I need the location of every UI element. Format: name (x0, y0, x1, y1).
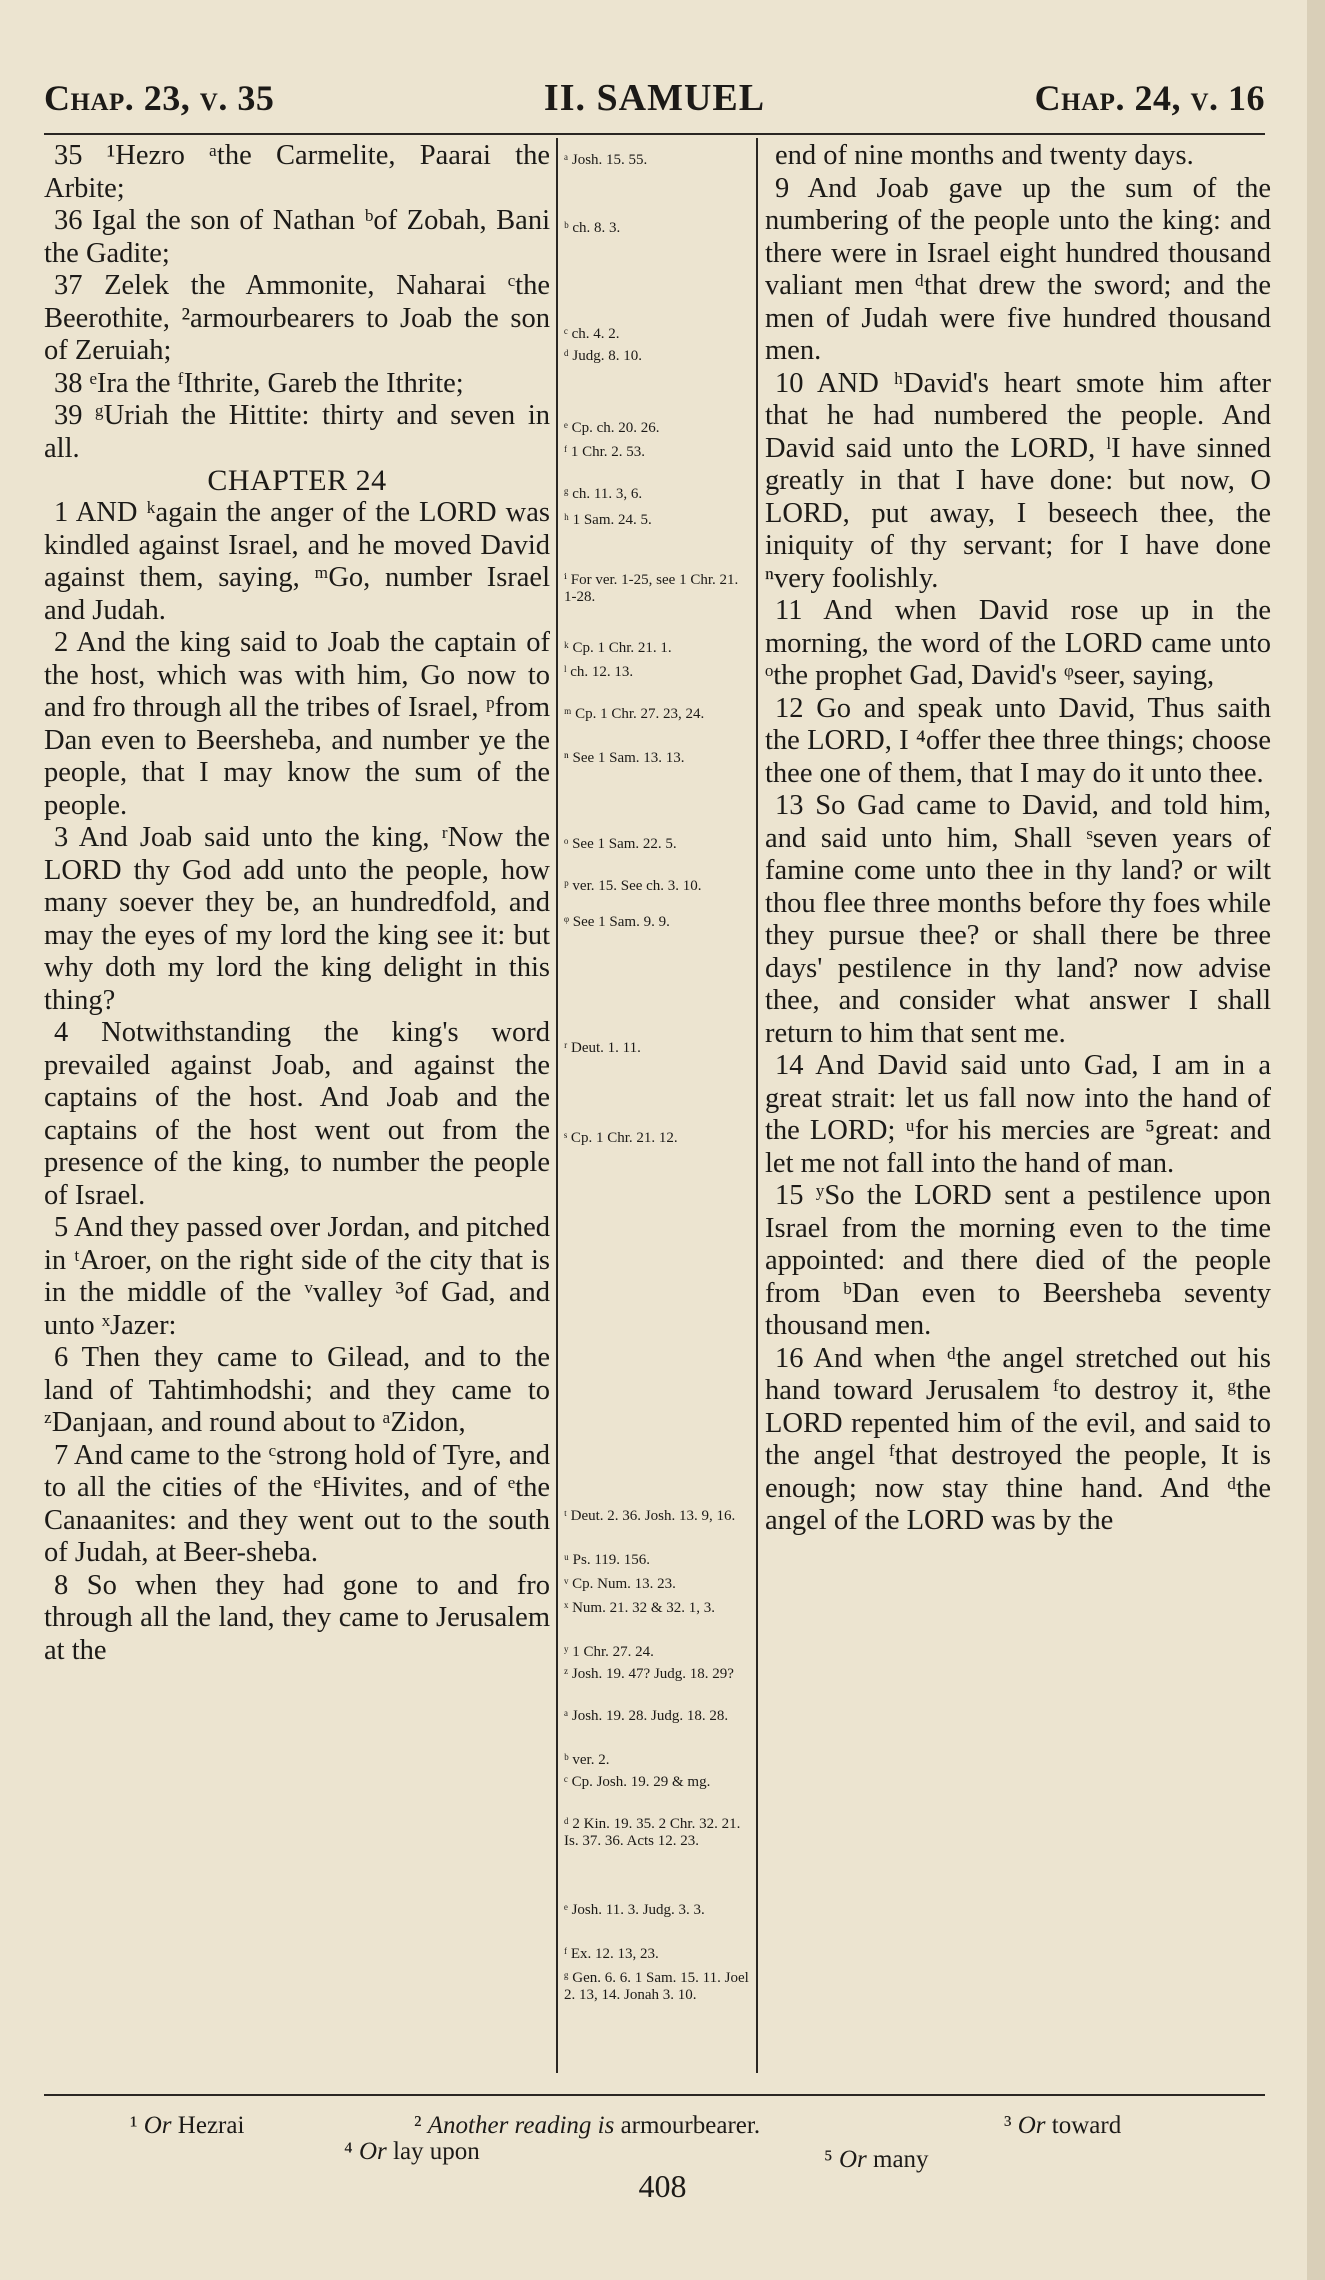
margin-note: ᶜ ch. 4. 2. (564, 326, 620, 342)
footnote-2 (414, 2112, 760, 2140)
verse: 38 ᵉIra the ᶠIthrite, Gareb the Ithrite; (54, 367, 464, 399)
book-title: II. SAMUEL (543, 77, 766, 119)
footnote-marker: ⁴ (344, 2138, 353, 2165)
footnote-4 (344, 2138, 480, 2166)
margin-note: ᵍ ch. 11. 3, 6. (564, 486, 643, 502)
footnote-or: Or (1017, 2112, 1046, 2139)
margin-note: ʳ Deut. 1. 11. (564, 1040, 641, 1056)
verse: 2 And the king said to Joab the captain of the host, which was with him, Go now to and fro through all the tribes of Israel, ᵖfrom Dan even to Beersheba, and number ye the people, that I may know the sum of the people. (44, 627, 550, 821)
margin-note: ᶠ Ex. 12. 13, 23. (564, 1946, 659, 1962)
margin-note: ᵈ Judg. 8. 10. (564, 348, 643, 364)
verse: 1 AND ᵏagain the anger of the LORD was kindled against Israel, and he moved David against them, saying, ᵐGo, number Israel and Judah. (44, 497, 550, 626)
footnote-marker: ⁵ (824, 2146, 833, 2173)
margin-references (564, 140, 752, 2065)
margin-note: ⁱ For ver. 1-25, see 1 Chr. 21. 1-28. (564, 572, 739, 605)
footnote-marker: ¹ (130, 2112, 138, 2139)
footnote-or: Or (358, 2138, 387, 2165)
margin-note: ʸ 1 Chr. 27. 24. (564, 1644, 654, 1660)
verse: 9 And Joab gave up the sum of the numbering of the people unto the king: and there were in Israel eight hundred thousand valiant men ᵈthat drew the sword; and the men of Judah were five hundred thousand men. (765, 172, 1271, 366)
footnotes (44, 2112, 1265, 2172)
page-edge (1307, 0, 1325, 2280)
margin-note: ᵉ Cp. ch. 20. 26. (564, 420, 660, 436)
verse: 39 ᵍUriah the Hittite: thirty and seven in all. (44, 400, 550, 464)
footnote-marker: ³ (1004, 2112, 1012, 2139)
verse: 8 So when they had gone to and fro through all the land, they came to Jerusalem at the (44, 1569, 550, 1666)
margin-note: ᵈ 2 Kin. 19. 35. 2 Chr. 32. 21. Is. 37. 36. Acts 12. 23. (564, 1816, 741, 1849)
footnote-3 (1004, 2112, 1121, 2140)
margin-note: ᶠ 1 Chr. 2. 53. (564, 444, 646, 460)
footnote-rule (44, 2094, 1265, 2096)
margin-note: ᶜ Cp. Josh. 19. 29 & mg. (564, 1774, 711, 1790)
verse: 16 And when ᵈthe angel stretched out his hand toward Jerusalem ᶠto destroy it, ᵍthe LORD repented him of the evil, and said to the angel ᶠthat destroyed the people, It is enough; now stay thine hand. And ᵈthe angel of the LORD was by the (765, 1342, 1271, 1536)
margin-note: ᵃ Josh. 19. 28. Judg. 18. 28. (564, 1708, 729, 1724)
margin-note: ᵇ ver. 2. (564, 1752, 610, 1768)
verse: 37 Zelek the Ammonite, Naharai ᶜthe Beerothite, ²armourbearers to Joab the son of Zeruiah; (44, 270, 550, 366)
margin-note: ᵍ Gen. 6. 6. 1 Sam. 15. 11. Joel 2. 13, 14. Jonah 3. 10. (564, 1970, 749, 2003)
margin-note: ˣ Num. 21. 32 & 32. 1, 3. (564, 1600, 716, 1616)
verse: 36 Igal the son of Nathan ᵇof Zobah, Bani the Gadite; (44, 205, 550, 269)
verse: 10 AND ʰDavid's heart smote him after that he had numbered the people. And David said unto the LORD, ˡI have sinned greatly in that I have done: but now, O LORD, put away, I beseech thee, the iniquity of thy servant; for I have done ⁿvery foolishly. (765, 367, 1271, 594)
margin-note: ᵉ Josh. 11. 3. Judg. 3. 3. (564, 1902, 705, 1918)
verse: 13 So Gad came to David, and told him, and said unto him, Shall ˢseven years of famine come unto thee in thy land? or wilt thou flee three months before thy foes while they pursue thee? or shall there be three days' pestilence in thy land? now advise thee, and consider what answer I shall return to him that sent me. (765, 790, 1271, 1049)
header-left: Chap. 23, v. 35 (44, 78, 275, 118)
margin-note: ʰ 1 Sam. 24. 5. (564, 512, 652, 528)
footnote-or: Or (838, 2146, 867, 2173)
footnote-text: lay upon (393, 2138, 480, 2165)
margin-note: ᶻ Josh. 19. 47? Judg. 18. 29? (564, 1666, 734, 1682)
right-text-column (765, 140, 1271, 2065)
footnote-italic: Another reading is (427, 2112, 615, 2139)
verse: 3 And Joab said unto the king, ʳNow the LORD thy God add unto the people, how many soever they be, an hundredfold, and may the eyes of my lord the king see it: but why doth my lord the king delight in this thing? (44, 822, 550, 1016)
verse: 11 And when David rose up in the morning, the word of the LORD came unto ᵒthe prophet Gad, David's ᵠseer, saying, (765, 595, 1271, 691)
footnote-text: Hezrai (177, 2112, 245, 2139)
verse: 15 ʸSo the LORD sent a pestilence upon Israel from the morning even to the time appointed: and there died of the people from ᵇDan even to Beersheba seventy thousand men. (765, 1180, 1271, 1341)
column-divider (556, 138, 558, 2073)
column-divider (756, 138, 758, 2073)
verse: end of nine months and twenty days. (775, 140, 1194, 171)
margin-note: ˡ ch. 12. 13. (564, 664, 634, 680)
verse: 35 ¹Hezro ᵃthe Carmelite, Paarai the Arbite; (44, 140, 550, 204)
running-header (44, 76, 1265, 126)
margin-note: ᵖ ver. 15. See ch. 3. 10. (564, 878, 702, 894)
margin-note: ᵃ Josh. 15. 55. (564, 152, 648, 168)
header-rule (44, 133, 1265, 135)
margin-note: ᵠ See 1 Sam. 9. 9. (564, 914, 670, 930)
footnote-marker: ² (414, 2112, 422, 2139)
footnote-1 (130, 2112, 244, 2140)
footnote-text: armourbearer. (620, 2112, 761, 2139)
margin-note: ᵇ ch. 8. 3. (564, 220, 621, 236)
margin-note: ˢ Cp. 1 Chr. 21. 12. (564, 1130, 678, 1146)
left-text-column (44, 140, 550, 2065)
verse: 5 And they passed over Jordan, and pitched in ᵗAroer, on the right side of the city that is in the middle of the ᵛvalley ³of Gad, and unto ˣJazer: (44, 1212, 550, 1341)
margin-note: ⁿ See 1 Sam. 13. 13. (564, 750, 685, 766)
margin-note: ᵏ Cp. 1 Chr. 21. 1. (564, 640, 672, 656)
margin-note: ᵗ Deut. 2. 36. Josh. 13. 9, 16. (564, 1508, 736, 1524)
footnote-text: many (873, 2146, 929, 2173)
margin-note: ᵒ See 1 Sam. 22. 5. (564, 836, 677, 852)
footnote-text: toward (1051, 2112, 1122, 2139)
margin-note: ᵘ Ps. 119. 156. (564, 1552, 651, 1568)
page-number: 408 (638, 2168, 687, 2204)
margin-note: ᵐ Cp. 1 Chr. 27. 23, 24. (564, 706, 705, 722)
margin-note: ᵛ Cp. Num. 13. 23. (564, 1576, 676, 1592)
footnote-or: Or (143, 2112, 172, 2139)
verse: 12 Go and speak unto David, Thus saith the LORD, I ⁴offer thee three things; choose thee one of them, that I may do it unto thee. (765, 692, 1271, 789)
verse: 14 And David said unto Gad, I am in a great strait: let us fall now into the hand of the LORD; ᵘfor his mercies are ⁵great: and let me not fall into the hand of man. (765, 1050, 1271, 1179)
verse: 4 Notwithstanding the king's word prevailed against Joab, and against the captains of the host. And Joab and the captains of the host went out from the presence of the king, to number the people of Israel. (44, 1017, 550, 1211)
verse: 6 Then they came to Gilead, and to the land of Tahtimhodshi; and they came to ᶻDanjaan, and round about to ᵃZidon, (44, 1342, 550, 1438)
header-right: Chap. 24, v. 16 (1034, 78, 1265, 118)
chapter-heading: CHAPTER 24 (207, 464, 387, 497)
verse: 7 And came to the ᶜstrong hold of Tyre, and to all the cities of the ᵉHivites, and of ᵉthe Canaanites: and they went out to the south of Judah, at Beer-sheba. (44, 1439, 550, 1568)
